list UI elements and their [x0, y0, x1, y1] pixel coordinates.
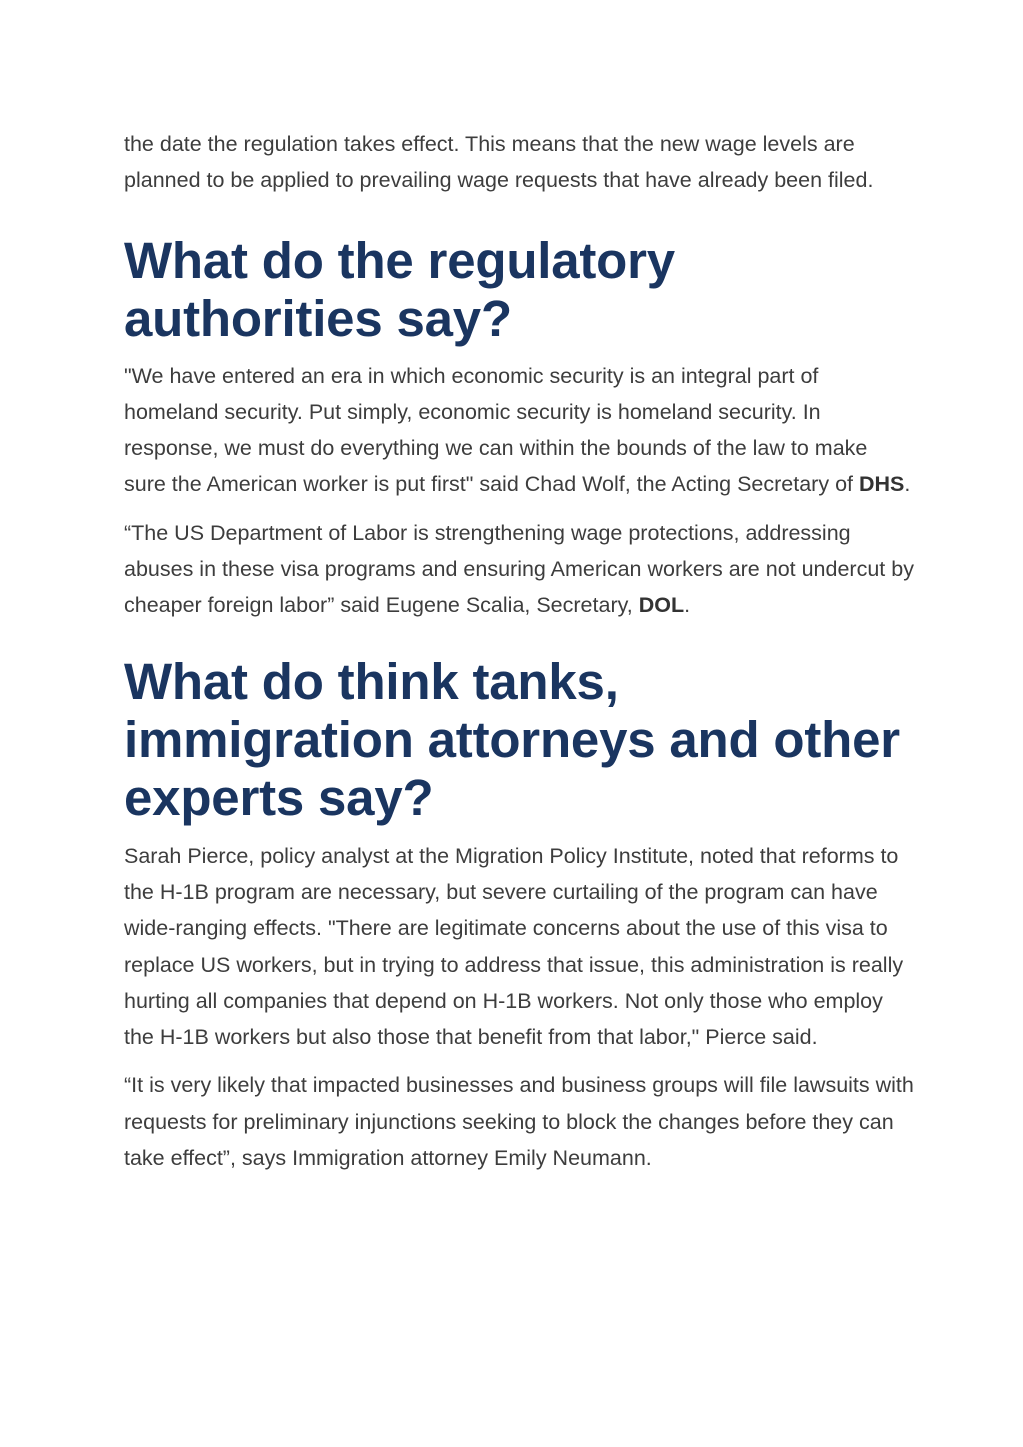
agency-dhs: DHS: [858, 472, 905, 497]
agency-dol: DOL: [638, 593, 685, 618]
quote-chad-wolf-text: "We have entered an era in which economic security is an integral part of homeland security. Put simply, economic security is homeland security. In response, we must do everything we can within the bounds of the law to make sure the American worker is put first" said Chad Wolf, the Acting Secretary of: [124, 363, 868, 497]
quote-chad-wolf-end: .: [904, 472, 911, 497]
paragraph-emily-neumann: “It is very likely that impacted businesses and business groups will file lawsuits with requests for preliminary injunctions seeking to block the changes before they can take effect”, says Immigration attorney Emily Neumann.: [124, 1073, 914, 1171]
quote-eugene-scalia-text: “The US Department of Labor is strengthening wage protections, addressing abuses in these visa programs and ensuring American workers are not undercut by cheaper foreign labor” said Eugene Scalia, Secretary,: [124, 520, 914, 618]
quote-eugene-scalia: [124, 515, 914, 624]
intro-paragraph: the date the regulation takes effect. This means that the new wage levels are planned to be applied to prevailing wage requests that have already been filed.: [124, 132, 874, 193]
paragraph-sarah-pierce: Sarah Pierce, policy analyst at the Migration Policy Institute, noted that reforms to the H-1B program are necessary, but severe curtailing of the program can have wide-ranging effects. "There are legitimate concerns about the use of this visa to replace US workers, but in trying to address that issue, this administration is really hurting all companies that depend on H-1B workers. Not only those who employ the H-1B workers but also those that benefit from that labor," Pierce said.: [124, 843, 904, 1050]
section-heading-regulatory: What do the regulatory authorities say?: [124, 231, 675, 347]
quote-chad-wolf: [124, 358, 914, 503]
quote-eugene-scalia-end: .: [684, 593, 691, 618]
document-page: [124, 126, 914, 1176]
section-heading-experts: What do think tanks, immigration attorneys and other experts say?: [124, 652, 900, 826]
